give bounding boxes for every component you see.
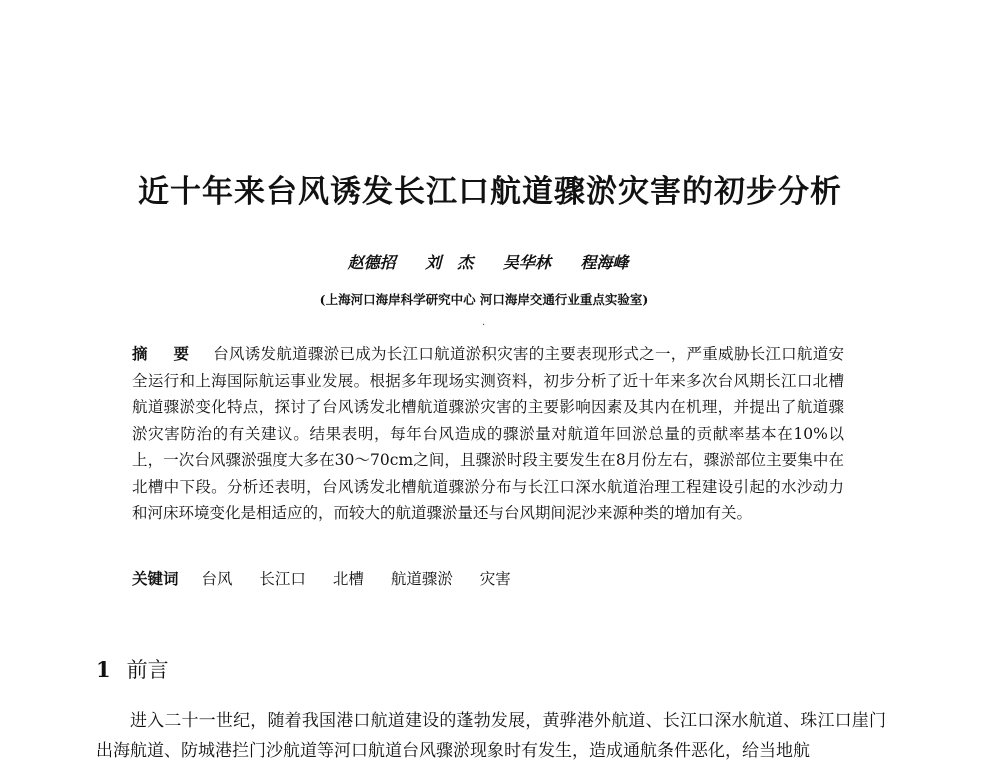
body-paragraph: 进入二十一世纪，随着我国港口航道建设的蓬勃发展，黄骅港外航道、长江口深水航道、珠江口崖门出海航道、防城港拦门沙航道等河口航道台风骤淤现象时有发生，造成通航条件恶化，给当地航 <box>96 711 886 761</box>
paper-title: 近十年来台风诱发长江口航道骤淤灾害的初步分析 <box>138 174 842 210</box>
keyword: 长江口 <box>259 570 306 588</box>
author: 程海峰 <box>580 253 629 272</box>
section-number: 1 <box>96 657 111 682</box>
abstract-label: 摘 要 <box>132 345 200 363</box>
abstract <box>132 341 844 527</box>
author: 吴华林 <box>502 253 551 272</box>
keyword: 北槽 <box>332 570 364 588</box>
keywords-label: 关键词 <box>132 570 179 588</box>
author: 赵德招 <box>347 253 396 272</box>
abstract-text: 台风诱发航道骤淤已成为长江口航道淤积灾害的主要表现形式之一，严重威胁长江口航道安全运行和上海国际航运事业发展。根据多年现场实测资料，初步分析了近十年来多次台风期长江口北槽航道骤淤变化特点，探讨了台风诱发北槽航道骤淤灾害的主要影响因素及其内在机理，并提出了航道骤淤灾害防治的有关建议。结果表明，每年台风造成的骤淤量对航道年回淤总量的贡献率基本在10%以上，一次台风骤淤强度大多在30～70cm之间，且骤淤时段主要发生在8月份左右，骤淤部位主要集中在北槽中下段。分析还表明，台风诱发北槽航道骤淤分布与长江口深水航道治理工程建设引起的水沙动力和河床环境变化是相适应的，而较大的航道骤淤量还与台风期间泥沙来源种类的增加有关。 <box>132 345 844 522</box>
section-title: 前言 <box>126 658 169 682</box>
keyword: 灾害 <box>479 570 511 588</box>
section-heading <box>96 654 169 684</box>
affiliation: (上海河口海岸科学研究中心 河口海岸交通行业重点实验室) <box>319 292 649 307</box>
decorative-dot: · <box>482 320 486 331</box>
author-list <box>0 250 976 273</box>
keywords <box>132 567 844 589</box>
keyword: 航道骤淤 <box>390 570 453 588</box>
keyword: 台风 <box>201 570 233 588</box>
author: 刘 杰 <box>425 253 474 272</box>
